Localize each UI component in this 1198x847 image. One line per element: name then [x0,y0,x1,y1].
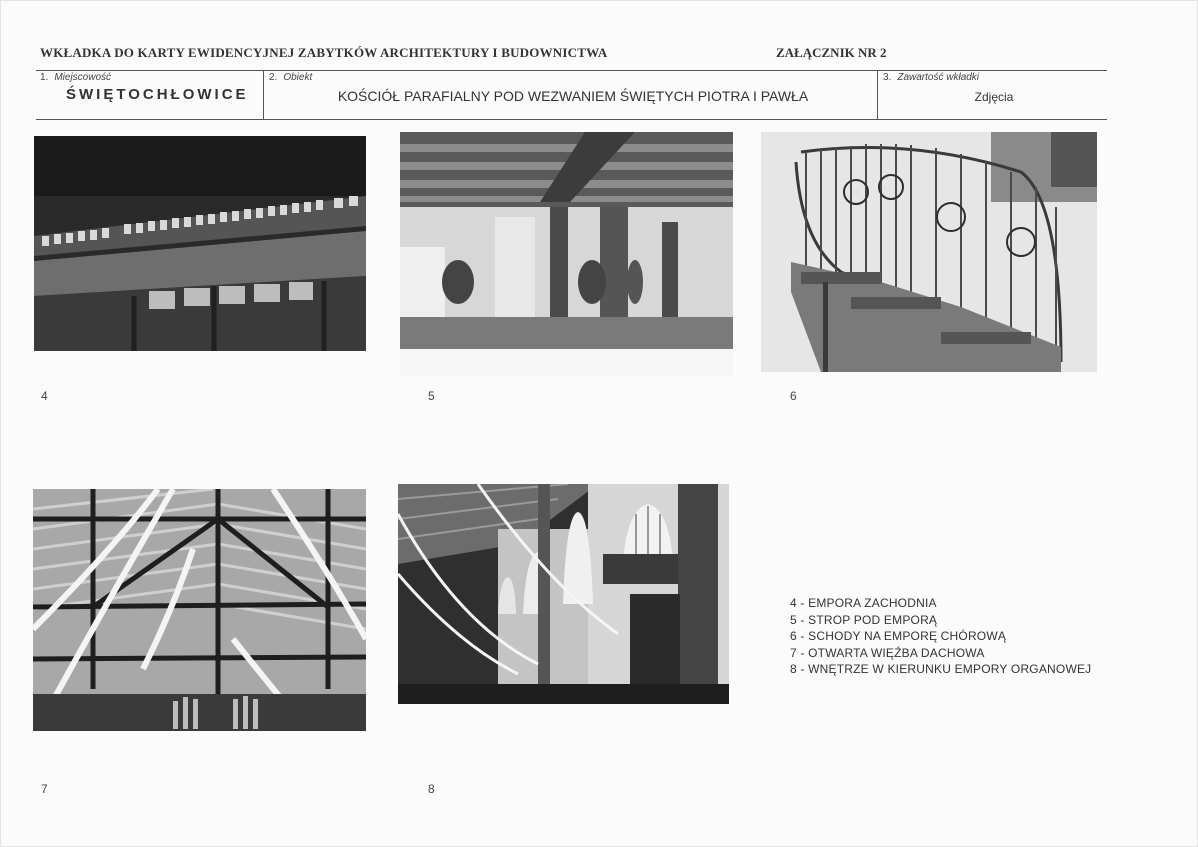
caption-item: 8 - WNĘTRZE W KIERUNKU EMPORY ORGANOWEJ [790,662,1092,676]
photo-number-8: 8 [428,782,435,796]
photo-ceiling-under-gallery [400,132,733,376]
caption-item: 4 - EMPORA ZACHODNIA [790,596,937,610]
photo-interior-towards-organ-gallery [398,484,729,730]
field-object-label [269,72,312,83]
field-place-label [40,72,111,83]
field-place-label-text: Miejscowość [54,72,112,83]
photo-western-gallery [34,136,366,351]
caption-item: 5 - STROP POD EMPORĄ [790,612,938,627]
field-content-label [883,72,979,83]
field-place-number: 1. [40,72,49,83]
photo-number-5: 5 [428,389,435,403]
photo-number-7: 7 [41,782,48,796]
field-content-label-text: Zawartość wkładki [897,72,980,83]
photo-spiral-stairs [761,132,1097,372]
annex-number: ZAŁĄCZNIK NR 2 [776,45,887,60]
field-object-number: 2. [269,72,278,83]
caption-item: 6 - SCHODY NA EMPORĘ CHÓROWĄ [790,629,1007,643]
photo-number-6: 6 [790,389,797,403]
field-place-value: ŚWIĘTOCHŁOWICE [66,86,249,103]
field-object-value: KOŚCIÓŁ PARAFIALNY POD WEZWANIEM ŚWIĘTYCH PIOTRA I PAWŁA [337,88,809,104]
photo-caption-list [790,595,1091,678]
field-object-label-text: Obiekt [283,72,313,83]
field-content-value: Zdjęcia [974,90,1014,104]
header-top-rule [36,70,1107,71]
field-content-number: 3. [883,72,892,83]
document-title: WKŁADKA DO KARTY EWIDENCYJNEJ ZABYTKÓW ARCHITEKTURY I BUDOWNICTWA [40,45,608,60]
photo-number-4: 4 [41,389,48,403]
photo-open-roof-truss [33,489,366,731]
caption-item: 7 - OTWARTA WIĘŹBA DACHOWA [790,645,985,660]
header-bottom-rule [36,119,1107,120]
field-divider-1 [263,70,264,120]
